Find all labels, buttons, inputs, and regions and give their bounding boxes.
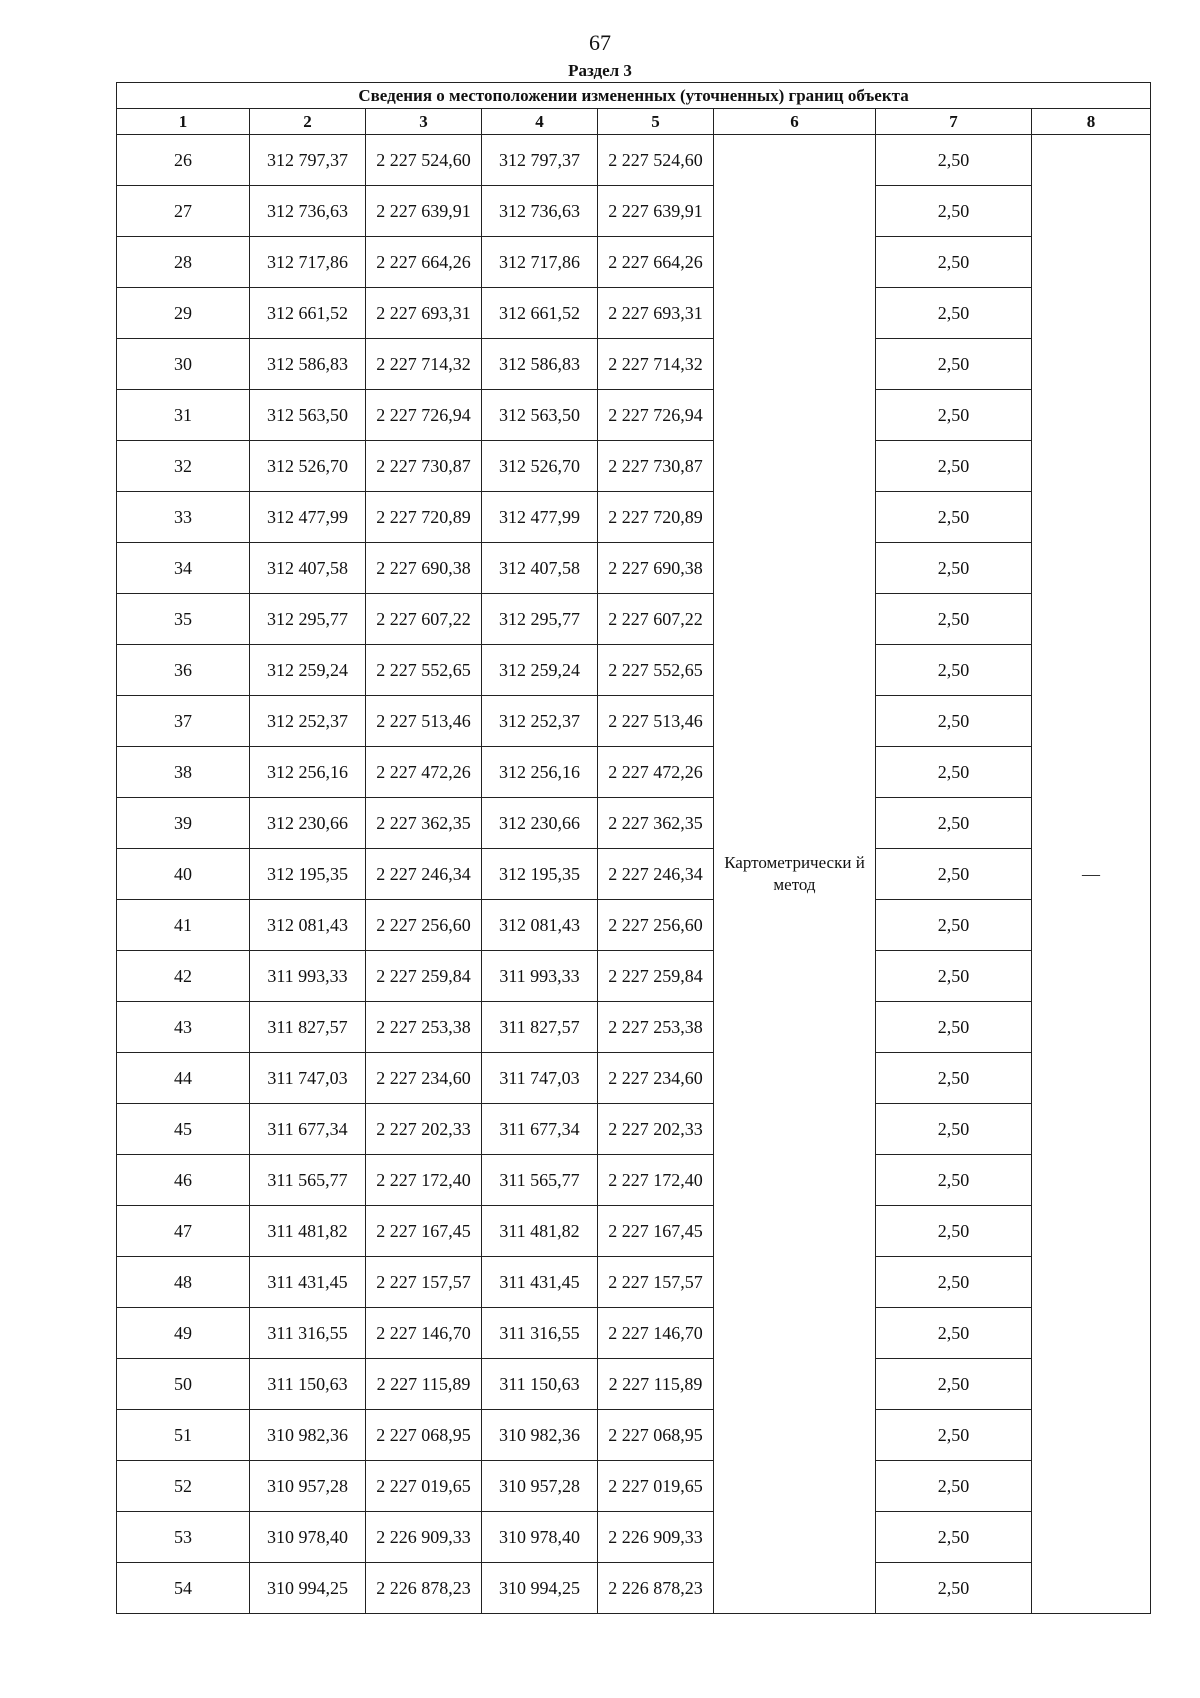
point-number-cell: 52 (117, 1461, 250, 1512)
y-existing-cell: 2 227 524,60 (366, 135, 482, 186)
point-number-cell: 32 (117, 441, 250, 492)
accuracy-cell: 2,50 (876, 1308, 1032, 1359)
point-number-cell: 39 (117, 798, 250, 849)
y-existing-cell: 2 227 730,87 (366, 441, 482, 492)
x-new-cell: 312 586,83 (482, 339, 598, 390)
accuracy-cell: 2,50 (876, 696, 1032, 747)
table-row (117, 747, 1151, 798)
table-row (117, 339, 1151, 390)
x-existing-cell: 312 586,83 (250, 339, 366, 390)
y-new-cell: 2 227 202,33 (598, 1104, 714, 1155)
x-existing-cell: 310 957,28 (250, 1461, 366, 1512)
point-number-cell: 28 (117, 237, 250, 288)
accuracy-cell: 2,50 (876, 645, 1032, 696)
x-new-cell: 312 477,99 (482, 492, 598, 543)
y-existing-cell: 2 227 253,38 (366, 1002, 482, 1053)
y-new-cell: 2 227 253,38 (598, 1002, 714, 1053)
x-existing-cell: 311 827,57 (250, 1002, 366, 1053)
point-number-cell: 43 (117, 1002, 250, 1053)
y-existing-cell: 2 227 693,31 (366, 288, 482, 339)
x-new-cell: 311 993,33 (482, 951, 598, 1002)
table-caption: Сведения о местоположении измененных (уточненных) границ объекта (117, 83, 1151, 109)
accuracy-cell: 2,50 (876, 492, 1032, 543)
accuracy-cell: 2,50 (876, 1410, 1032, 1461)
point-number-cell: 47 (117, 1206, 250, 1257)
accuracy-cell: 2,50 (876, 1512, 1032, 1563)
x-existing-cell: 312 661,52 (250, 288, 366, 339)
y-new-cell: 2 227 513,46 (598, 696, 714, 747)
y-existing-cell: 2 227 115,89 (366, 1359, 482, 1410)
x-existing-cell: 311 481,82 (250, 1206, 366, 1257)
table-row (117, 1512, 1151, 1563)
point-number-cell: 49 (117, 1308, 250, 1359)
y-new-cell: 2 227 115,89 (598, 1359, 714, 1410)
x-new-cell: 312 407,58 (482, 543, 598, 594)
column-8-dash-cell: — (1032, 135, 1151, 1614)
point-number-cell: 51 (117, 1410, 250, 1461)
table-row (117, 135, 1151, 186)
table-row (117, 1410, 1151, 1461)
table-row (117, 951, 1151, 1002)
x-existing-cell: 312 736,63 (250, 186, 366, 237)
y-new-cell: 2 227 720,89 (598, 492, 714, 543)
x-new-cell: 311 481,82 (482, 1206, 598, 1257)
y-existing-cell: 2 227 259,84 (366, 951, 482, 1002)
y-existing-cell: 2 227 146,70 (366, 1308, 482, 1359)
point-number-cell: 33 (117, 492, 250, 543)
x-existing-cell: 311 150,63 (250, 1359, 366, 1410)
column-header-row (117, 109, 1151, 135)
point-number-cell: 54 (117, 1563, 250, 1614)
point-number-cell: 48 (117, 1257, 250, 1308)
table-row (117, 1206, 1151, 1257)
accuracy-cell: 2,50 (876, 1206, 1032, 1257)
x-existing-cell: 311 677,34 (250, 1104, 366, 1155)
point-number-cell: 35 (117, 594, 250, 645)
table-row (117, 1002, 1151, 1053)
point-number-cell: 40 (117, 849, 250, 900)
point-number-cell: 41 (117, 900, 250, 951)
y-existing-cell: 2 227 472,26 (366, 747, 482, 798)
point-number-cell: 38 (117, 747, 250, 798)
accuracy-cell: 2,50 (876, 237, 1032, 288)
table-row (117, 1104, 1151, 1155)
y-existing-cell: 2 227 714,32 (366, 339, 482, 390)
x-new-cell: 312 256,16 (482, 747, 598, 798)
point-number-cell: 26 (117, 135, 250, 186)
y-existing-cell: 2 227 234,60 (366, 1053, 482, 1104)
table-row (117, 1461, 1151, 1512)
accuracy-cell: 2,50 (876, 1104, 1032, 1155)
x-existing-cell: 312 195,35 (250, 849, 366, 900)
x-new-cell: 312 230,66 (482, 798, 598, 849)
accuracy-cell: 2,50 (876, 1359, 1032, 1410)
x-existing-cell: 312 407,58 (250, 543, 366, 594)
point-number-cell: 45 (117, 1104, 250, 1155)
x-new-cell: 312 259,24 (482, 645, 598, 696)
table-body (117, 135, 1151, 1614)
table-row (117, 390, 1151, 441)
x-new-cell: 312 717,86 (482, 237, 598, 288)
x-new-cell: 310 994,25 (482, 1563, 598, 1614)
column-header-1: 1 (117, 109, 250, 135)
y-new-cell: 2 227 068,95 (598, 1410, 714, 1461)
x-existing-cell: 310 978,40 (250, 1512, 366, 1563)
accuracy-cell: 2,50 (876, 186, 1032, 237)
x-existing-cell: 311 993,33 (250, 951, 366, 1002)
table-row (117, 900, 1151, 951)
x-existing-cell: 310 994,25 (250, 1563, 366, 1614)
table-row (117, 1053, 1151, 1104)
y-new-cell: 2 227 019,65 (598, 1461, 714, 1512)
y-new-cell: 2 227 234,60 (598, 1053, 714, 1104)
y-existing-cell: 2 227 690,38 (366, 543, 482, 594)
y-new-cell: 2 227 693,31 (598, 288, 714, 339)
y-existing-cell: 2 226 909,33 (366, 1512, 482, 1563)
point-number-cell: 50 (117, 1359, 250, 1410)
table-row (117, 288, 1151, 339)
accuracy-cell: 2,50 (876, 390, 1032, 441)
accuracy-cell: 2,50 (876, 1257, 1032, 1308)
accuracy-cell: 2,50 (876, 1002, 1032, 1053)
x-existing-cell: 311 565,77 (250, 1155, 366, 1206)
point-number-cell: 46 (117, 1155, 250, 1206)
y-existing-cell: 2 227 246,34 (366, 849, 482, 900)
y-new-cell: 2 227 730,87 (598, 441, 714, 492)
y-new-cell: 2 227 167,45 (598, 1206, 714, 1257)
y-existing-cell: 2 227 172,40 (366, 1155, 482, 1206)
x-existing-cell: 311 431,45 (250, 1257, 366, 1308)
x-existing-cell: 312 252,37 (250, 696, 366, 747)
y-new-cell: 2 227 362,35 (598, 798, 714, 849)
x-existing-cell: 312 259,24 (250, 645, 366, 696)
table-row (117, 1257, 1151, 1308)
x-new-cell: 312 736,63 (482, 186, 598, 237)
y-new-cell: 2 227 690,38 (598, 543, 714, 594)
accuracy-cell: 2,50 (876, 1155, 1032, 1206)
y-existing-cell: 2 227 664,26 (366, 237, 482, 288)
y-existing-cell: 2 227 167,45 (366, 1206, 482, 1257)
column-header-3: 3 (366, 109, 482, 135)
y-existing-cell: 2 227 552,65 (366, 645, 482, 696)
point-number-cell: 29 (117, 288, 250, 339)
table-row (117, 237, 1151, 288)
accuracy-cell: 2,50 (876, 1563, 1032, 1614)
x-new-cell: 312 563,50 (482, 390, 598, 441)
y-new-cell: 2 227 146,70 (598, 1308, 714, 1359)
point-number-cell: 34 (117, 543, 250, 594)
point-number-cell: 44 (117, 1053, 250, 1104)
table-row (117, 798, 1151, 849)
table-row (117, 849, 1151, 900)
y-new-cell: 2 227 552,65 (598, 645, 714, 696)
x-new-cell: 311 827,57 (482, 1002, 598, 1053)
x-existing-cell: 312 295,77 (250, 594, 366, 645)
accuracy-cell: 2,50 (876, 798, 1032, 849)
y-new-cell: 2 227 607,22 (598, 594, 714, 645)
x-new-cell: 311 565,77 (482, 1155, 598, 1206)
x-new-cell: 312 661,52 (482, 288, 598, 339)
y-new-cell: 2 227 256,60 (598, 900, 714, 951)
y-new-cell: 2 227 157,57 (598, 1257, 714, 1308)
x-existing-cell: 312 717,86 (250, 237, 366, 288)
section-title: Раздел 3 (568, 61, 632, 80)
table-row (117, 441, 1151, 492)
x-existing-cell: 312 477,99 (250, 492, 366, 543)
y-new-cell: 2 227 472,26 (598, 747, 714, 798)
point-number-cell: 27 (117, 186, 250, 237)
accuracy-cell: 2,50 (876, 900, 1032, 951)
page-number: 67 (589, 30, 611, 55)
x-existing-cell: 312 256,16 (250, 747, 366, 798)
x-new-cell: 310 982,36 (482, 1410, 598, 1461)
table-row (117, 645, 1151, 696)
y-existing-cell: 2 227 256,60 (366, 900, 482, 951)
point-number-cell: 36 (117, 645, 250, 696)
accuracy-cell: 2,50 (876, 135, 1032, 186)
x-new-cell: 312 797,37 (482, 135, 598, 186)
x-new-cell: 312 195,35 (482, 849, 598, 900)
y-new-cell: 2 227 714,32 (598, 339, 714, 390)
x-new-cell: 312 252,37 (482, 696, 598, 747)
x-new-cell: 311 431,45 (482, 1257, 598, 1308)
x-new-cell: 311 316,55 (482, 1308, 598, 1359)
column-header-6: 6 (714, 109, 876, 135)
x-new-cell: 312 526,70 (482, 441, 598, 492)
point-number-cell: 42 (117, 951, 250, 1002)
x-new-cell: 310 957,28 (482, 1461, 598, 1512)
y-existing-cell: 2 226 878,23 (366, 1563, 482, 1614)
column-header-7: 7 (876, 109, 1032, 135)
table-row (117, 594, 1151, 645)
x-existing-cell: 311 747,03 (250, 1053, 366, 1104)
x-new-cell: 311 677,34 (482, 1104, 598, 1155)
x-new-cell: 311 747,03 (482, 1053, 598, 1104)
x-existing-cell: 310 982,36 (250, 1410, 366, 1461)
x-new-cell: 311 150,63 (482, 1359, 598, 1410)
column-header-4: 4 (482, 109, 598, 135)
y-existing-cell: 2 227 607,22 (366, 594, 482, 645)
y-new-cell: 2 227 726,94 (598, 390, 714, 441)
y-existing-cell: 2 227 513,46 (366, 696, 482, 747)
x-existing-cell: 312 230,66 (250, 798, 366, 849)
column-header-2: 2 (250, 109, 366, 135)
x-existing-cell: 312 797,37 (250, 135, 366, 186)
accuracy-cell: 2,50 (876, 1053, 1032, 1104)
y-new-cell: 2 227 639,91 (598, 186, 714, 237)
accuracy-cell: 2,50 (876, 594, 1032, 645)
column-header-8: 8 (1032, 109, 1151, 135)
y-existing-cell: 2 227 726,94 (366, 390, 482, 441)
y-existing-cell: 2 227 019,65 (366, 1461, 482, 1512)
accuracy-cell: 2,50 (876, 747, 1032, 798)
x-existing-cell: 311 316,55 (250, 1308, 366, 1359)
table-row (117, 492, 1151, 543)
accuracy-cell: 2,50 (876, 441, 1032, 492)
x-new-cell: 310 978,40 (482, 1512, 598, 1563)
table-row (117, 1308, 1151, 1359)
method-cell: Картометрически й метод (714, 135, 876, 1614)
table-row (117, 1155, 1151, 1206)
accuracy-cell: 2,50 (876, 1461, 1032, 1512)
y-new-cell: 2 227 172,40 (598, 1155, 714, 1206)
y-existing-cell: 2 227 157,57 (366, 1257, 482, 1308)
table-row (117, 543, 1151, 594)
y-new-cell: 2 226 878,23 (598, 1563, 714, 1614)
boundary-coordinates-table (116, 82, 1151, 1614)
y-new-cell: 2 227 246,34 (598, 849, 714, 900)
x-existing-cell: 312 526,70 (250, 441, 366, 492)
x-new-cell: 312 081,43 (482, 900, 598, 951)
accuracy-cell: 2,50 (876, 951, 1032, 1002)
y-new-cell: 2 226 909,33 (598, 1512, 714, 1563)
table-row (117, 1563, 1151, 1614)
y-existing-cell: 2 227 362,35 (366, 798, 482, 849)
accuracy-cell: 2,50 (876, 849, 1032, 900)
accuracy-cell: 2,50 (876, 543, 1032, 594)
point-number-cell: 37 (117, 696, 250, 747)
table-row (117, 186, 1151, 237)
y-existing-cell: 2 227 639,91 (366, 186, 482, 237)
x-existing-cell: 312 563,50 (250, 390, 366, 441)
point-number-cell: 53 (117, 1512, 250, 1563)
x-existing-cell: 312 081,43 (250, 900, 366, 951)
accuracy-cell: 2,50 (876, 339, 1032, 390)
y-existing-cell: 2 227 720,89 (366, 492, 482, 543)
y-existing-cell: 2 227 202,33 (366, 1104, 482, 1155)
x-new-cell: 312 295,77 (482, 594, 598, 645)
column-header-5: 5 (598, 109, 714, 135)
y-existing-cell: 2 227 068,95 (366, 1410, 482, 1461)
y-new-cell: 2 227 664,26 (598, 237, 714, 288)
y-new-cell: 2 227 259,84 (598, 951, 714, 1002)
y-new-cell: 2 227 524,60 (598, 135, 714, 186)
table-row (117, 1359, 1151, 1410)
point-number-cell: 31 (117, 390, 250, 441)
table-row (117, 696, 1151, 747)
accuracy-cell: 2,50 (876, 288, 1032, 339)
point-number-cell: 30 (117, 339, 250, 390)
